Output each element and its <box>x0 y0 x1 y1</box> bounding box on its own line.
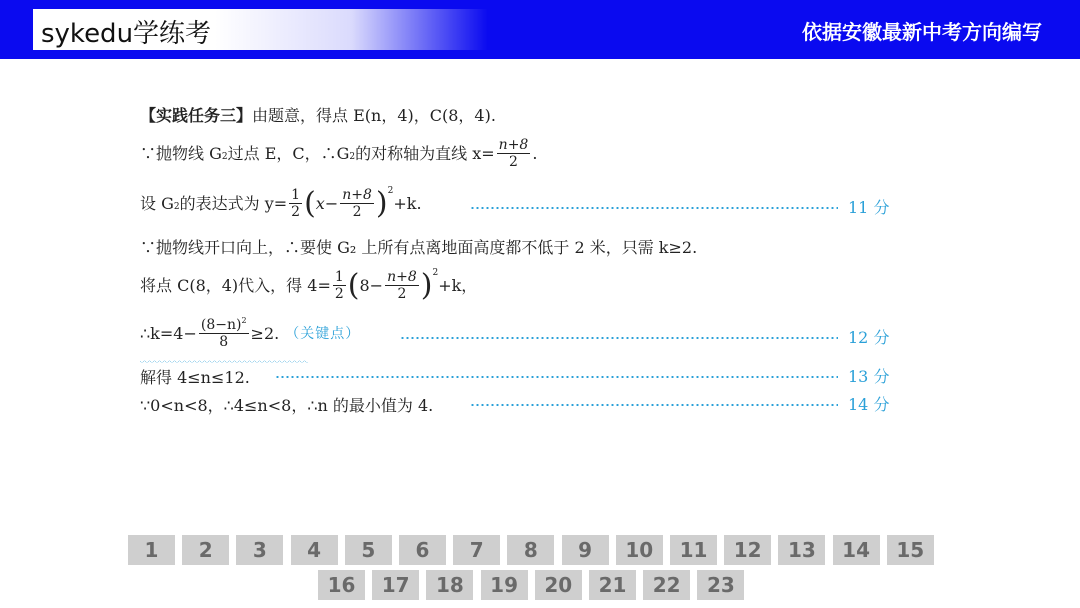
score-11: 11 分 <box>848 198 890 217</box>
paren-close: ) <box>420 267 433 303</box>
page-button-5[interactable]: 5 <box>345 535 392 565</box>
fraction-numerator <box>199 318 249 334</box>
fraction <box>385 270 419 301</box>
solution-line-1 <box>140 108 496 124</box>
line8-text: ∵0<n<8，∴4≤n<8，∴n 的最小值为 4. <box>140 396 434 415</box>
paren-open: ( <box>347 267 360 303</box>
fraction-half <box>289 188 302 219</box>
fraction-numerator: n+8 <box>387 269 417 285</box>
solution-line-7 <box>140 370 250 386</box>
paren-close: ) <box>375 185 388 221</box>
solution-line-4 <box>140 240 697 256</box>
solution-line-3 <box>140 185 422 221</box>
page-button-12[interactable]: 12 <box>724 535 771 565</box>
page-button-15[interactable]: 15 <box>887 535 934 565</box>
fraction-half <box>333 270 346 301</box>
page-button-10[interactable]: 10 <box>616 535 663 565</box>
page-button-6[interactable]: 6 <box>399 535 446 565</box>
page-button-13[interactable]: 13 <box>778 535 825 565</box>
page-button-3[interactable]: 3 <box>236 535 283 565</box>
fraction <box>497 138 531 169</box>
dotted-leader <box>275 376 838 378</box>
fraction-denominator: 2 <box>352 204 362 220</box>
line2-end: . <box>532 143 538 163</box>
fraction-numerator: n+8 <box>342 187 372 203</box>
page-button-21[interactable]: 21 <box>589 570 636 600</box>
line4-text: ∵抛物线开口向上，∴要使 G₂ 上所有点离地面高度都不低于 2 米，只需 k≥2. <box>140 238 698 257</box>
fraction-denominator: 2 <box>397 286 407 302</box>
solution-line-8 <box>140 398 433 414</box>
subscript: 2 <box>221 152 228 162</box>
header-tagline: 依据安徽最新中考方向编写 <box>802 20 1042 44</box>
key-point-label: （关键点） <box>285 325 361 342</box>
numerator-text: (8−n) <box>200 317 242 333</box>
line7-text: 解得 4≤n≤12. <box>140 368 250 387</box>
page-button-14[interactable]: 14 <box>833 535 880 565</box>
fraction <box>340 188 374 219</box>
solution-line-6 <box>140 318 360 349</box>
page-button-20[interactable]: 20 <box>535 570 582 600</box>
line6-part-b: ≥2. <box>250 323 280 343</box>
solution-line-5 <box>140 267 478 303</box>
header-bar <box>0 0 1080 59</box>
wavy-underline <box>140 360 308 364</box>
line3-part-b: 的表达式为 y= <box>179 193 288 213</box>
line1-text: 由题意，得点 E(n，4)，C(8，4). <box>252 106 496 125</box>
fraction-denominator: 2 <box>291 204 301 220</box>
subscript: 2 <box>173 202 180 212</box>
fraction-denominator: 8 <box>219 334 229 350</box>
line5-part-a: 将点 C(8，4)代入，得 4= <box>140 275 331 295</box>
page-button-8[interactable]: 8 <box>507 535 554 565</box>
subscript: 2 <box>349 152 356 162</box>
score-12: 12 分 <box>848 328 890 347</box>
page-button-23[interactable]: 23 <box>697 570 744 600</box>
brand-title: sykedu学练考 <box>41 19 212 49</box>
line2-part-b: 过点 E，C，∴G <box>227 143 350 163</box>
page-button-11[interactable]: 11 <box>670 535 717 565</box>
page-button-16[interactable]: 16 <box>318 570 365 600</box>
line5-part-b: 8− <box>359 275 384 295</box>
dotted-leader <box>400 337 838 339</box>
line2-part-a: ∵抛物线 G <box>140 143 222 163</box>
page-button-1[interactable]: 1 <box>128 535 175 565</box>
score-13: 13 分 <box>848 367 890 386</box>
page-button-4[interactable]: 4 <box>291 535 338 565</box>
page-button-2[interactable]: 2 <box>182 535 229 565</box>
brand-banner <box>33 9 488 50</box>
fraction-numerator: 1 <box>291 187 301 203</box>
fraction-numerator: 1 <box>334 269 344 285</box>
fraction <box>199 318 249 349</box>
page-button-22[interactable]: 22 <box>643 570 690 600</box>
exponent: 2 <box>387 186 394 196</box>
exponent: 2 <box>432 268 439 278</box>
page-button-18[interactable]: 18 <box>426 570 473 600</box>
fraction-numerator: n+8 <box>498 137 529 153</box>
line6-part-a: ∴k=4− <box>140 323 197 343</box>
solution-line-2 <box>140 138 537 169</box>
line2-part-c: 的对称轴为直线 x= <box>355 143 495 163</box>
line5-end: +k， <box>438 275 478 295</box>
fraction-denominator: 2 <box>509 154 518 170</box>
exponent: 2 <box>241 316 247 325</box>
page-button-7[interactable]: 7 <box>453 535 500 565</box>
page-button-9[interactable]: 9 <box>562 535 609 565</box>
paren-open: ( <box>304 185 316 221</box>
score-14: 14 分 <box>848 395 890 414</box>
dotted-leader <box>470 207 838 209</box>
page-button-17[interactable]: 17 <box>372 570 419 600</box>
line3-end: +k. <box>393 193 422 213</box>
section-label: 【实践任务三】 <box>140 106 253 125</box>
line3-x: x− <box>315 193 339 213</box>
line3-part-a: 设 G <box>140 193 174 213</box>
fraction-denominator: 2 <box>334 286 344 302</box>
page-button-19[interactable]: 19 <box>481 570 528 600</box>
dotted-leader <box>470 404 838 406</box>
